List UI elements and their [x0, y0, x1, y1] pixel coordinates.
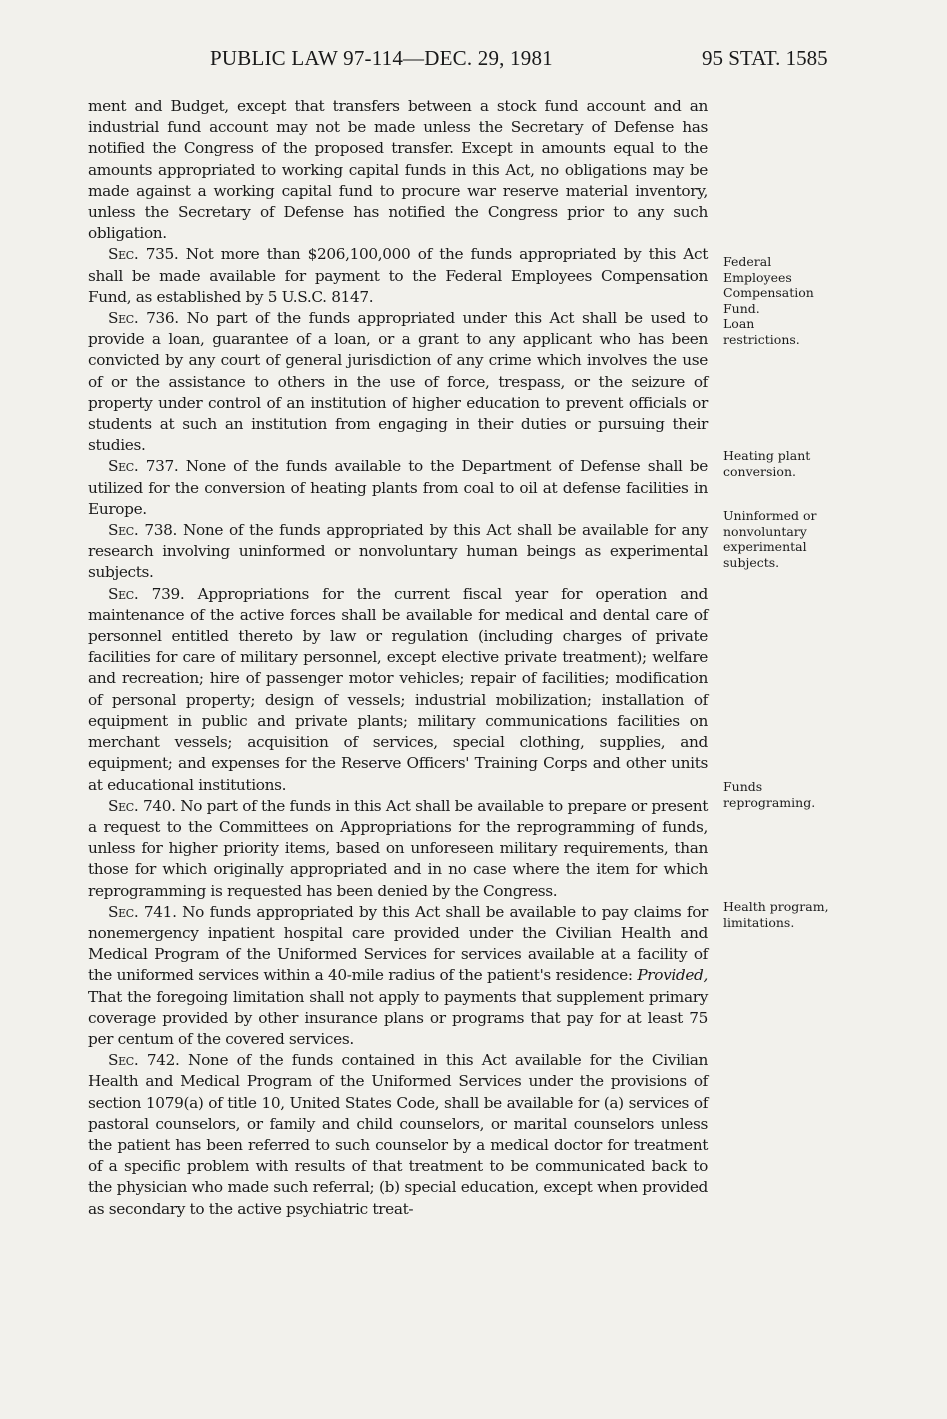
margin-note-line: Uninformed or [723, 508, 817, 523]
section-738-text: None of the funds appropriated by this Act shall be available for any research involving uninformed or nonvoluntary human beings as experimental subjects. [88, 521, 709, 582]
margin-note-loan-restrictions [723, 316, 843, 347]
margin-note-funds-reprograming [723, 779, 843, 810]
margin-note-health-program [723, 899, 843, 930]
section-735 [88, 244, 708, 308]
section-737 [88, 456, 708, 520]
section-738-label: Sec. 738. [108, 521, 178, 540]
section-738 [88, 520, 708, 584]
section-742-label: Sec. 742. [108, 1051, 180, 1070]
margin-note-line: Fund. [723, 300, 760, 316]
section-740-label: Sec. 740. [108, 796, 176, 815]
section-739-text: Appropriations for the current fiscal year for operation and maintenance of the active forces shall be available for medical and dental care of personnel entitled thereto by law or regulation (including charges of private facilities for care of military personnel, except elective private treatment); welfare and recreation; hire of passenger motor vehicles; repair of facilities; modification of personal property; design of vessels; industrial mobilization; installation of equipment in public and private plants; military communications facilities on merchant vessels; acquisition of services, special clothing, supplies, and equipment; and expenses for the Reserve Officers' Training Corps and other units at educational institutions. [88, 584, 708, 794]
page-header [0, 46, 947, 78]
section-741-label: Sec. 741. [108, 902, 177, 921]
section-737-text: None of the funds available to the Department of Defense shall be utilized for the conversion of heating plants from coal to oil at defense facilities in Europe. [88, 457, 709, 518]
section-736-text: No part of the funds appropriated under this Act shall be used to provide a loan, guarantee of a loan, or a grant to any applicant who has been convicted by any court of general jurisdiction of any crime which involves the use of or the assistance to others in the use of force, trespass, or the seizure of property under control of an institution of higher education to prevent officials or students at such an institution from engaging in their duties or pursuing their studies. [88, 309, 709, 455]
statute-page-number: 95 STAT. 1585 [702, 46, 828, 70]
section-740-text: No part of the funds in this Act shall be available to prepare or present a request to the Committees on Appropriations for the reprogramming of funds, unless for higher priority items, based on unforeseen military requirements, than those for which originally appropriated and in no case where the item for which reprogramming is requested has been denied by the Congress. [88, 796, 709, 900]
public-law-citation: PUBLIC LAW 97-114—DEC. 29, 1981 [210, 46, 553, 70]
section-741-text-a: No funds appropriated by this Act shall be available to pay claims for nonemergency inpatient hospital care provided under the Civilian Health and Medical Program of the Uniformed Services for services available at a facility of the uniformed services within a 40-mile radius of the patient's residence: [88, 902, 709, 985]
section-742-text: None of the funds contained in this Act available for the Civilian Health and Medical Program of the Uniformed Services under the provisions of section 1079(a) of title 10, United States Code, shall be available for (a) services of pastoral counselors, or family and child counselors, or marital counselors unless the patient has been referred to such counselor by a medical doctor for treatment of a specific problem with results of that treatment to be communicated back to the physician who made such referral; (b) special education, except when provided as secondary to the active psychiatric treat- [88, 1051, 709, 1218]
margin-note-line: reprograming. [723, 794, 816, 810]
section-739 [88, 584, 708, 796]
section-735-label: Sec. 735. [108, 245, 179, 264]
section-736-label: Sec. 736. [108, 309, 179, 328]
body-text [88, 96, 708, 1220]
margin-note-experimental-subjects [723, 508, 843, 570]
section-742 [88, 1050, 708, 1220]
section-740 [88, 796, 708, 902]
margin-note-line: Heating plant [723, 448, 811, 463]
margin-note-line: nonvoluntary [723, 523, 807, 539]
margin-note-heating-plant [723, 448, 843, 479]
section-739-label: Sec. 739. [108, 584, 185, 603]
margin-note-line: Employees [723, 269, 792, 285]
margin-note-compensation-fund [723, 254, 843, 316]
section-736 [88, 308, 708, 456]
margin-note-line: Health program, [723, 899, 829, 914]
margin-note-line: Loan [723, 316, 755, 331]
section-737-label: Sec. 737. [108, 457, 179, 476]
margin-note-line: restrictions. [723, 331, 800, 347]
section-735-text: Not more than $206,100,000 of the funds appropriated by this Act shall be made available for payment to the Federal Employees Compensation Fund, as established by 5 U.S.C. 8147. [88, 245, 709, 306]
section-741-text-b: That the foregoing limitation shall not apply to payments that supplement primary coverage provided by other insurance plans or programs that pay for at least 75 per centum of the covered services. [88, 987, 708, 1048]
margin-note-line: experimental [723, 539, 807, 554]
section-741-provided: Provided, [637, 966, 709, 985]
margin-note-line: limitations. [723, 914, 795, 930]
section-741 [88, 902, 708, 1050]
margin-note-line: subjects. [723, 554, 780, 570]
margin-note-line: Compensation [723, 285, 814, 300]
margin-note-line: conversion. [723, 463, 796, 479]
margin-note-line: Funds [723, 779, 763, 794]
paragraph-continuation: ment and Budget, except that transfers between a stock fund account and an industrial fund account may not be made unless the Secretary of Defense has notified the Congress of the proposed transfer. Except in amounts equal to the amounts appropriated to working capital funds in this Act, no obligations may be made against a working capital fund to procure war reserve material inventory, unless the Secretary of Defense has notified the Congress prior to any such obligation. [88, 97, 708, 243]
margin-note-line: Federal [723, 254, 772, 269]
